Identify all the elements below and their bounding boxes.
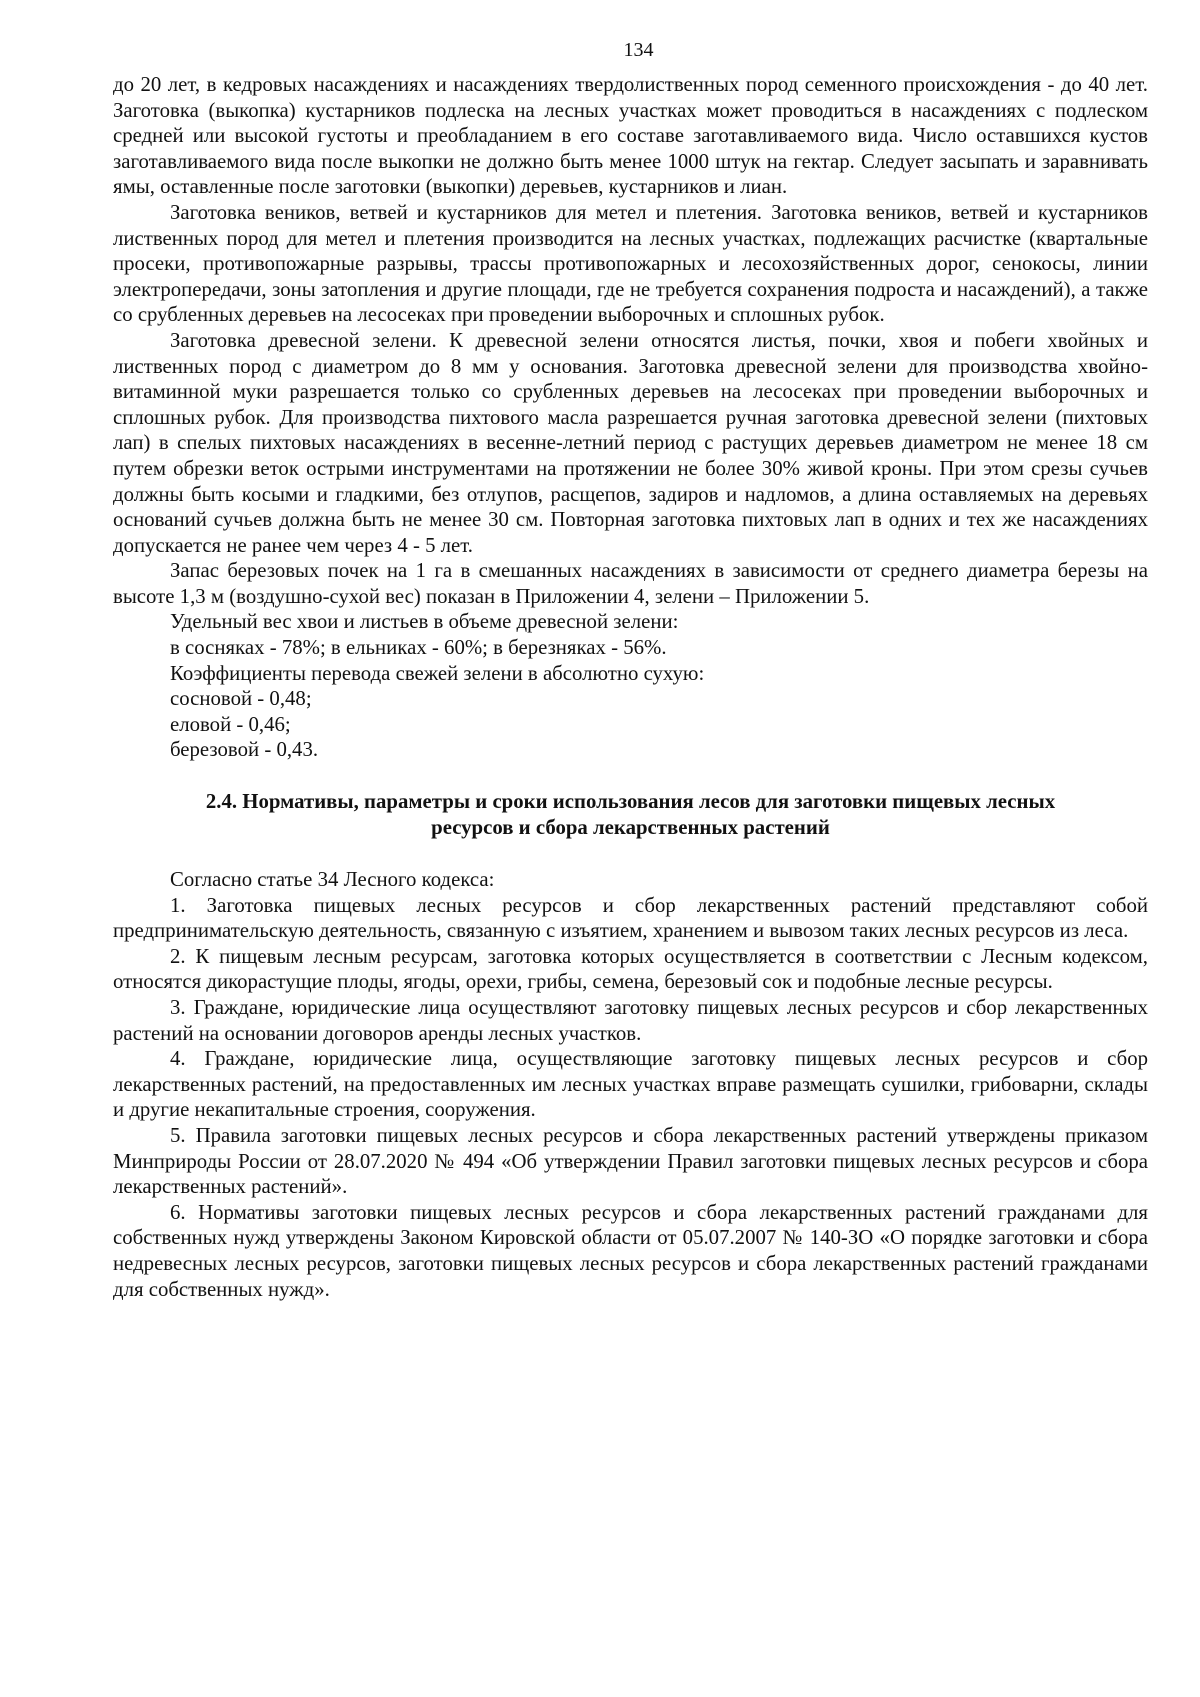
section-paragraph: 1. Заготовка пищевых лесных ресурсов и сбор лекарственных растений представляют собой предпринимательскую деятельность, связанную с изъятием, хранением и вывозом таких лесных ресурсов из леса. [113, 893, 1148, 943]
list-line: березовой - 0,43. [170, 738, 319, 762]
list-line: еловой - 0,46; [170, 712, 291, 736]
section-heading-line2: ресурсов и сбора лекарственных растений [431, 816, 830, 840]
section-paragraph: 4. Граждане, юридические лица, осуществляющие заготовку пищевых лесных ресурсов и сбор лекарственных растений, на предоставленных им лесных участках вправе размещать сушилки, грибоварни, склады и другие некапитальные строения, сооружения. [113, 1047, 1148, 1122]
section-paragraph: 2. К пищевым лесным ресурсам, заготовка которых осуществляется в соответствии с Лесным кодексом, относятся дикорастущие плоды, ягоды, орехи, грибы, семена, березовый сок и подобные лесные ресурсы. [113, 944, 1148, 994]
list-line: сосновой - 0,48; [170, 687, 312, 711]
paragraph-brooms: Заготовка веников, ветвей и кустарников для метел и плетения. Заготовка веников, ветвей и кустарников лиственных пород для метел и плетения производится на лесных участках, подлежащих расчистке (квартальные просеки, противопожарные разрывы, трассы противопожарных и лесохозяйственных дорог, сенокосы, линии электропередачи, зоны затопления и другие площади, где не требуется сохранения подроста и насаждений), а также со срубленных деревьев на лесосеках при проведении выборочных и сплошных рубок. [113, 200, 1148, 327]
section-paragraph: 3. Граждане, юридические лица осуществляют заготовку пищевых лесных ресурсов и сбор лекарственных растений на основании договоров аренды лесных участков. [113, 996, 1148, 1045]
list-line: в сосняках - 78%; в ельниках - 60%; в березняках - 56%. [170, 636, 667, 660]
paragraph-continuation: до 20 лет, в кедровых насаждениях и насаждениях твердолиственных пород семенного происхождения - до 40 лет. Заготовка (выкопка) кустарников подлеска на лесных участках может проводиться в насаждениях с подлеском средней или высокой густоты и преобладанием в его составе заготавливаемого вида. Число оставшихся кустов заготавливаемого вида после выкопки не должно быть менее 1000 штук на гектар. Следует засыпать и заравнивать ямы, оставленные после заготовки (выкопки) деревьев, кустарников и лиан. [113, 73, 1148, 199]
page-number: 134 [623, 39, 654, 61]
paragraph-greenery: Заготовка древесной зелени. К древесной зелени относятся листья, почки, хвоя и побеги хвойных и лиственных пород с диаметром до 8 мм у основания. Заготовка древесной зелени для производства хвойно-витаминной муки разрешается только со срубленных деревьев на лесосеках при проведении выборочных и сплошных рубок. Для производства пихтового масла разрешается ручная заготовка древесной зелени (пихтовых лап) в спелых пихтовых насаждениях в весенне-летний период с растущих деревьев диаметром не менее 18 см путем обрезки веток острыми инструментами на протяжении не более 30% живой кроны. При этом срезы сучьев должны быть косыми и гладкими, без отлупов, расщепов, задиров и надломов, а длина оставляемых на деревьях оснований сучьев должна быть не менее 30 см. Повторная заготовка пихтовых лап в одних и тех же насаждениях допускается не ранее чем через 4 - 5 лет. [113, 328, 1148, 557]
section-paragraph: 5. Правила заготовки пищевых лесных ресурсов и сбора лекарственных растений утверждены приказом Минприроды России от 28.07.2020 № 494 «Об утверждении Правил заготовки пищевых лесных ресурсов и сбора лекарственных растений». [113, 1123, 1148, 1199]
section-heading [113, 789, 1148, 841]
section-paragraph: 6. Нормативы заготовки пищевых лесных ресурсов и сбора лекарственных растений гражданами для собственных нужд утверждены Законом Кировской области от 05.07.2007 № 140-ЗО «О порядке заготовки и сбора недревесных лесных ресурсов, заготовки пищевых лесных ресурсов и сбора лекарственных растений гражданами для собственных нужд». [113, 1200, 1148, 1301]
section-heading-line1: 2.4. Нормативы, параметры и сроки использования лесов для заготовки пищевых лесных [205, 790, 1056, 814]
list-line: Коэффициенты перевода свежей зелени в абсолютно сухую: [170, 661, 705, 685]
paragraph-birch-buds: Запас березовых почек на 1 га в смешанных насаждениях в зависимости от среднего диаметра березы на высоте 1,3 м (воздушно-сухой вес) показан в Приложении 4, зелени – Приложении 5. [113, 559, 1148, 608]
section-intro: Согласно статье 34 Лесного кодекса: [170, 868, 495, 892]
list-line: Удельный вес хвои и листьев в объеме древесной зелени: [170, 610, 679, 634]
